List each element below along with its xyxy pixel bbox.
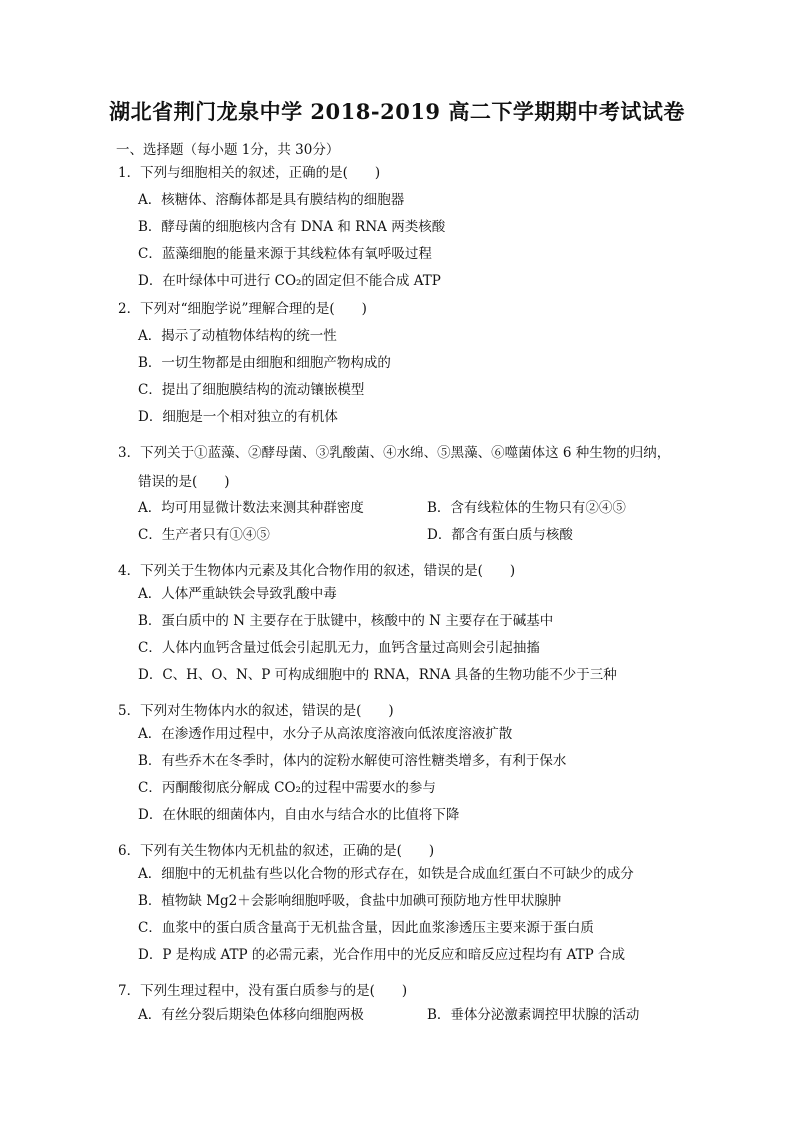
section-heading: 一、选择题（每小题 1分，共 30分） — [116, 142, 340, 158]
question-4-option-d: D．C、H、O、N、P 可构成细胞中的 RNA，RNA 具备的生物功能不少于三种 — [138, 667, 617, 683]
question-1-option-c: C．蓝藻细胞的能量来源于其线粒体有氧呼吸过程 — [138, 246, 432, 262]
question-1-option-d: D．在叶绿体中可进行 CO₂的固定但不能合成 ATP — [138, 273, 441, 289]
question-4-stem: 4．下列关于生物体内元素及其化合物作用的叙述，错误的是( ) — [118, 563, 516, 579]
question-4-option-c: C．人体内血钙含量过低会引起肌无力，血钙含量过高则会引起抽搐 — [138, 640, 540, 656]
question-3-option-b: B．含有线粒体的生物只有②④⑤ — [427, 500, 626, 516]
question-2-option-c: C．提出了细胞膜结构的流动镶嵌模型 — [138, 382, 365, 398]
question-2-stem: 2．下列对“细胞学说”理解合理的是( ) — [118, 301, 367, 317]
question-5-stem: 5．下列对生物体内水的叙述，错误的是( ) — [118, 703, 394, 719]
question-6-option-a: A．细胞中的无机盐有些以化合物的形式存在，如铁是合成血红蛋白不可缺少的成分 — [138, 866, 634, 882]
page-title: 湖北省荆门龙泉中学 2018-2019 高二下学期期中考试试卷 — [109, 99, 685, 124]
question-3-stem: 3．下列关于①蓝藻、②酵母菌、③乳酸菌、④水绵、⑤黑藻、⑥噬菌体这 6 种生物的归纳， — [118, 445, 671, 461]
question-2-option-d: D．细胞是一个相对独立的有机体 — [138, 409, 338, 425]
question-6-stem: 6．下列有关生物体内无机盐的叙述，正确的是( ) — [118, 843, 435, 859]
question-3-option-d: D．都含有蛋白质与核酸 — [427, 527, 573, 543]
question-3-stem-continued: 错误的是( ) — [138, 474, 230, 490]
question-5-option-a: A．在渗透作用过程中，水分子从高浓度溶液向低浓度溶液扩散 — [138, 726, 513, 742]
question-2-option-a: A．揭示了动植物体结构的统一性 — [138, 328, 337, 344]
question-7-stem: 7．下列生理过程中，没有蛋白质参与的是( ) — [118, 983, 408, 999]
question-4-option-a: A．人体严重缺铁会导致乳酸中毒 — [138, 586, 337, 602]
question-7-option-a: A．有丝分裂后期染色体移向细胞两极 — [138, 1007, 364, 1023]
question-4-option-b: B．蛋白质中的 N 主要存在于肽键中，核酸中的 N 主要存在于碱基中 — [138, 613, 554, 629]
question-3-option-a: A．均可用显微计数法来测其种群密度 — [138, 500, 364, 516]
question-5-option-b: B．有些乔木在冬季时，体内的淀粉水解使可溶性糖类增多，有利于保水 — [138, 753, 567, 769]
question-1-option-a: A．核糖体、溶酶体都是具有膜结构的细胞器 — [138, 192, 405, 208]
question-5-option-c: C．丙酮酸彻底分解成 CO₂的过程中需要水的参与 — [138, 780, 436, 796]
question-7-option-b: B．垂体分泌激素调控甲状腺的活动 — [427, 1007, 640, 1023]
question-1-option-b: B．酵母菌的细胞核内含有 DNA 和 RNA 两类核酸 — [138, 219, 446, 235]
question-2-option-b: B．一切生物都是由细胞和细胞产物构成的 — [138, 355, 391, 371]
question-6-option-b: B．植物缺 Mg2＋会影响细胞呼吸，食盐中加碘可预防地方性甲状腺肿 — [138, 893, 562, 909]
question-3-option-c: C．生产者只有①④⑤ — [138, 527, 270, 543]
question-6-option-c: C．血浆中的蛋白质含量高于无机盐含量，因此血浆渗透压主要来源于蛋白质 — [138, 920, 594, 936]
question-5-option-d: D．在休眠的细菌体内，自由水与结合水的比值将下降 — [138, 807, 460, 823]
question-6-option-d: D．P 是构成 ATP 的必需元素，光合作用中的光反应和暗反应过程均有 ATP 合成 — [138, 947, 626, 963]
question-1-stem: 1．下列与细胞相关的叙述，正确的是( ) — [118, 165, 381, 181]
